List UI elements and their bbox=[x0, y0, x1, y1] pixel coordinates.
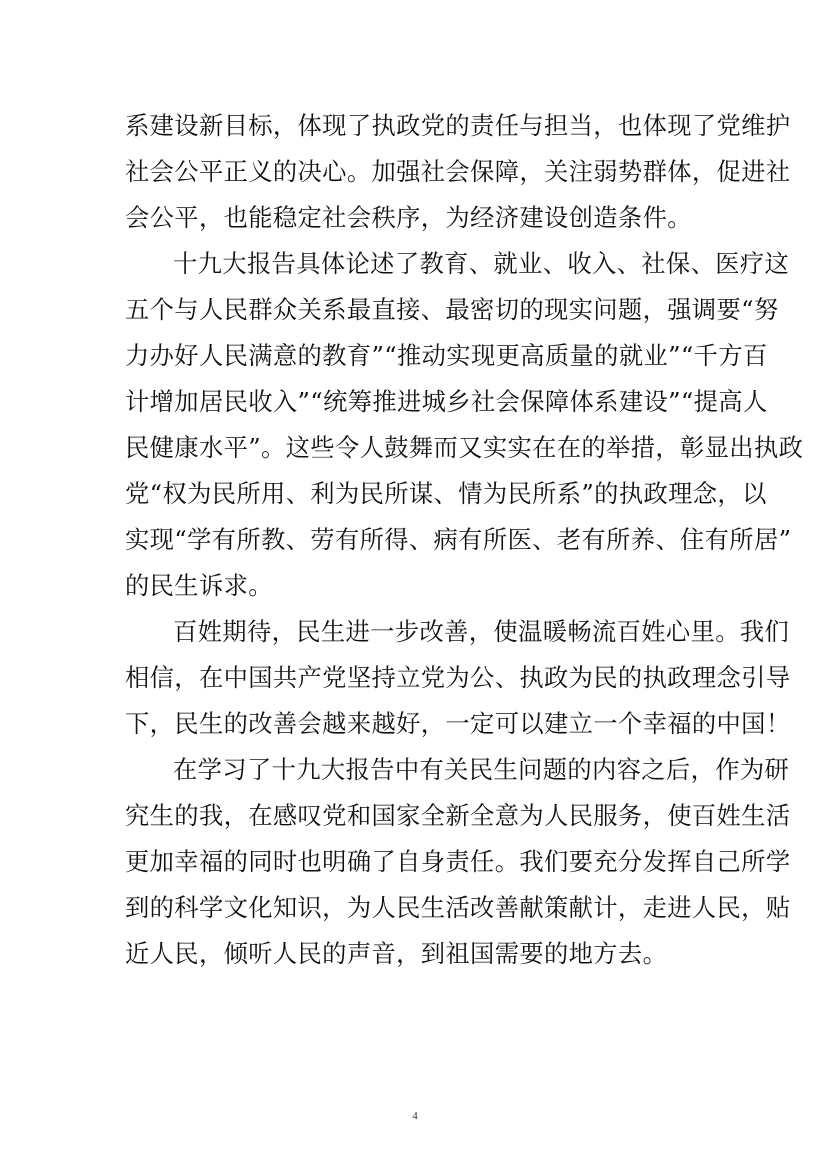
text-line: 计增加居民收入”“统筹推进城乡社会保障体系建设”“提高人 bbox=[125, 387, 768, 416]
text-line: 究生的我，在感叹党和国家全新全意为人民服务，使百姓生活 bbox=[125, 801, 791, 830]
page-number: 4 bbox=[412, 1110, 418, 1122]
text-line: 百姓期待，民生进一步改善，使温暖畅流百姓心里。我们 bbox=[173, 617, 790, 646]
text-line: 十九大报告具体论述了教育、就业、收入、社保、医疗这 bbox=[173, 249, 790, 278]
text-line: 相信，在中国共产党坚持立党为公、执政为民的执政理念引导 bbox=[125, 663, 791, 692]
text-line: 民健康水平”。这些令人鼓舞而又实实在在的举措，彰显出执政 bbox=[125, 433, 804, 462]
text-line: 党“权为民所用、利为民所谋、情为民所系”的执政理念，以 bbox=[125, 479, 767, 508]
text-line: 在学习了十九大报告中有关民生问题的内容之后，作为研 bbox=[173, 755, 790, 784]
text-line: 社会公平正义的决心。加强社会保障，关注弱势群体，促进社 bbox=[125, 157, 791, 186]
text-line: 五个与人民群众关系最直接、最密切的现实问题，强调要“努 bbox=[125, 295, 779, 324]
text-line: 实现“学有所教、劳有所得、病有所医、老有所养、住有所居” bbox=[125, 525, 792, 554]
text-line: 力办好人民满意的教育”“推动实现更高质量的就业”“千方百 bbox=[125, 341, 768, 370]
text-line: 更加幸福的同时也明确了自身责任。我们要充分发挥自己所学 bbox=[125, 847, 791, 876]
text-line: 会公平，也能稳定社会秩序，为经济建设创造条件。 bbox=[125, 203, 692, 232]
text-line: 近人民，倾听人民的声音，到祖国需要的地方去。 bbox=[125, 939, 668, 968]
text-line: 下，民生的改善会越来越好，一定可以建立一个幸福的中国！ bbox=[125, 709, 791, 738]
text-line: 到的科学文化知识，为人民生活改善献策献计，走进人民，贴 bbox=[125, 893, 791, 922]
text-line: 系建设新目标，体现了执政党的责任与担当，也体现了党维护 bbox=[125, 111, 791, 140]
text-line: 的民生诉求。 bbox=[125, 571, 273, 600]
